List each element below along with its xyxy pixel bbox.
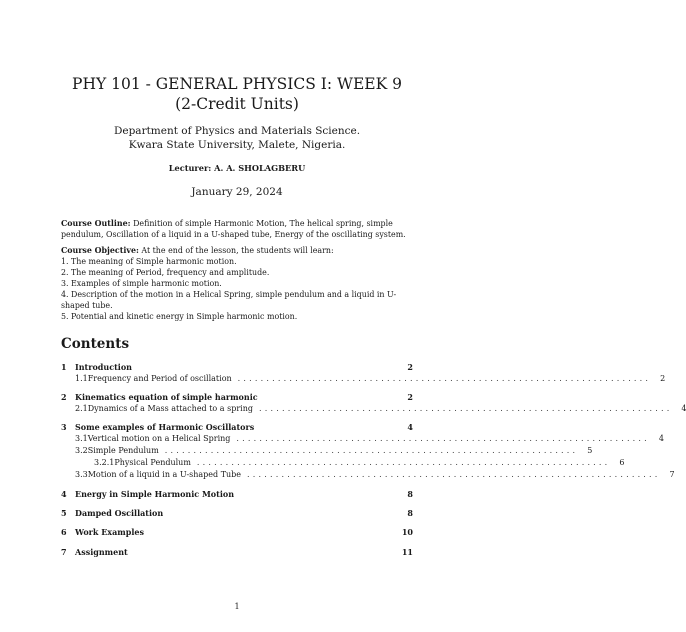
contents-heading: Contents — [61, 336, 130, 352]
toc-entry-3-2[interactable]: 3.2 Simple Pendulum ........................................................................ 5 — [75, 446, 593, 455]
objective-item: 1. The meaning of Simple harmonic motion. — [61, 257, 237, 266]
toc-entry-4[interactable]: 4 Energy in Simple Harmonic Motion 8 — [61, 489, 413, 499]
toc-entry-5[interactable]: 5 Damped Oscillation 8 — [61, 508, 413, 518]
objective-item: 5. Potential and kinetic energy in Simple harmonic motion. — [61, 312, 298, 321]
toc-page-number: 10 — [401, 527, 413, 537]
document-title: PHY 101 - GENERAL PHYSICS I: WEEK 9 — [72, 75, 402, 93]
dot-leader: ........................................................................ — [247, 470, 661, 479]
toc-entry-2-1[interactable]: 2.1 Dynamics of a Mass attached to a spring ........................................................................ 4 — [75, 404, 686, 413]
toc-page-number: 8 — [407, 508, 413, 518]
lecturer-line — [0, 163, 474, 173]
toc-page-number: 4 — [407, 422, 413, 432]
dot-leader: ........................................................................ — [196, 458, 611, 467]
toc-entry-2[interactable]: 2 Kinematics equation of simple harmonic 2 — [61, 392, 413, 402]
course-outline-label: Course Outline: — [61, 219, 131, 228]
page-number: 1 — [234, 602, 240, 611]
toc-entry-1[interactable]: 1 Introduction 2 — [61, 362, 413, 372]
toc-entry-3[interactable]: 3 Some examples of Harmonic Oscillators 4 — [61, 422, 413, 432]
dot-leader: ........................................................................ — [236, 434, 650, 443]
toc-entry-6[interactable]: 6 Work Examples 10 — [61, 527, 413, 537]
toc-page-number: 7 — [669, 470, 675, 479]
objective-item: 2. The meaning of Period, frequency and amplitude. — [61, 268, 270, 277]
objective-item: 4. Description of the motion in a Helical Spring, simple pendulum and a liquid in U-shaped tube. — [61, 290, 397, 310]
university-name: Kwara State University, Malete, Nigeria. — [128, 139, 346, 151]
document-date: January 29, 2024 — [191, 186, 283, 198]
course-outline-text: Definition of simple Harmonic Motion, The helical spring, simple pendulum, Oscillation of a liquid in a U-shaped tube, Energy of the oscillating system. — [61, 219, 406, 239]
toc-page-number: 11 — [401, 547, 413, 557]
toc-page-number: 8 — [407, 489, 413, 499]
toc-entry-7[interactable]: 7 Assignment 11 — [61, 547, 413, 557]
dot-leader: ........................................................................ — [258, 404, 673, 413]
dot-leader: ........................................................................ — [237, 374, 652, 383]
course-outline — [61, 218, 415, 240]
document-subtitle: (2-Credit Units) — [175, 95, 299, 113]
dot-leader: ........................................................................ — [164, 446, 579, 455]
course-objective-text: At the end of the lesson, the students will learn: — [138, 246, 334, 255]
toc-page-number: 4 — [658, 434, 664, 443]
lecturer-text: Lecturer: A. A. SHOLAGBERU — [168, 163, 306, 173]
toc-entry-3-2-1[interactable]: 3.2.1 Physical Pendulum ........................................................................ 6 — [94, 458, 625, 467]
objective-item: 3. Examples of simple harmonic motion. — [61, 279, 222, 288]
department-name: Department of Physics and Materials Science. — [113, 125, 361, 137]
toc-entry-1-1[interactable]: 1.1 Frequency and Period of oscillation ........................................................................ 2 — [75, 374, 666, 383]
toc-page-number: 2 — [660, 374, 666, 383]
toc-page-number: 2 — [407, 392, 413, 402]
course-objective — [61, 245, 415, 322]
toc-page-number: 6 — [619, 458, 625, 467]
toc-page-number: 4 — [681, 404, 686, 413]
toc-entry-3-3[interactable]: 3.3 Motion of a liquid in a U-shaped Tube ........................................................................ 7 — [75, 470, 675, 479]
toc-page-number: 5 — [587, 446, 593, 455]
toc-page-number: 2 — [407, 362, 413, 372]
toc-entry-3-1[interactable]: 3.1 Vertical motion on a Helical Spring ........................................................................ 4 — [75, 434, 664, 443]
course-objective-label: Course Objective: — [61, 246, 139, 255]
